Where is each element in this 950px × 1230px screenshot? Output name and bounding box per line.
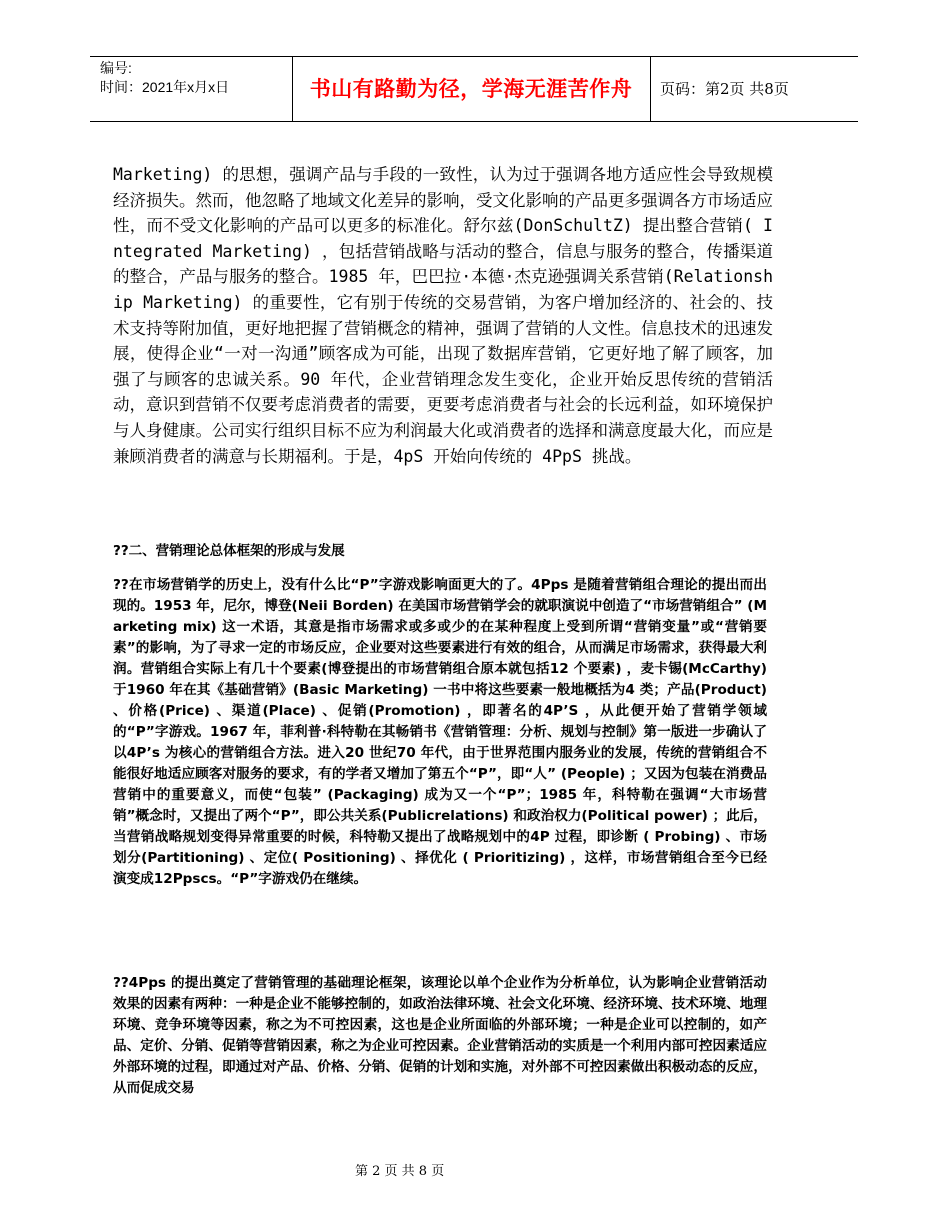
header-page-info: 页码：第2页 共8页 [660, 80, 789, 98]
body-paragraph-2: ??在市场营销学的历史上，没有什么比“P”字游戏影响面更大的了。4Pps 是随着营销组合理论的提出而出现的。1953 年，尼尔，博登(Neii Borden) 在美国市场营销学会的就职演说中创造了“市场营销组合” (Marketing mix) 这一术语，其意是指市场需求或多或少的在某种程度上受到所谓“营销变量”或“营销要素”的影响，为了寻求一定的市场反应，企业要对这些要素进行有效的组合，从而满足市场需求，获得最大利润。营销组合实际上有几十个要素(博登提出的市场营销组合原本就包括12 个要素) ，麦卡锡(McCarthy) 于1960 年在其《基础营销》(Basic Marketing) 一书中将这些要素一般地概括为4 类；产品(Product) 、价格(Price) 、渠道(Place) 、促销(Promotion) ，即著名的4P’S ，从此便开始了营销学领域的“P”字游戏。1967 年，菲利普·科特勒在其畅销书《营销管理：分析、规划与控制》第一版进一步确认了以4P’s 为核心的营销组合方法。进入20 世纪70 年代，由于世界范围内服务业的发展，传统的营销组合不能很好地适应顾客对服务的要求，有的学者又增加了第五个“P”，即“人” (People) ；又因为包装在消费品营销中的重要意义，而使“包装” (Packaging) 成为又一个“P”；1985 年，科特勒在强调“大市场营销”概念时，又提出了两个“P”，即公共关系(Publicrelations) 和政治权力(Political power) ；此后，当营销战略规划变得异常重要的时候，科特勒又提出了战略规划中的4P 过程，即诊断 ( Probing) 、市场划分(Partitioning) 、定位( Positioning) 、择优化 ( Prioritizing) ，这样，市场营销组合至今已经演变成12Ppscs。“P”字游戏仍在继续。 [113, 577, 767, 887]
body-paragraph-1: Marketing) 的思想，强调产品与手段的一致性，认为过于强调各地方适应性会导致规模经济损失。然而，他忽略了地域文化差异的影响，受文化影响的产品更多强调各方市场适应性，而不受文化影响的产品可以更多的标准化。舒尔兹(DonSchultZ) 提出整合营销( Integrated Marketing) ，包括营销战略与活动的整合，信息与服务的整合，传播渠道的整合，产品与服务的整合。1985 年，巴巴拉·本德·杰克逊强调关系营销(Relationship Marketing) 的重要性，它有别于传统的交易营销，为客户增加经济的、社会的、技术支持等附加值，更好地把握了营销概念的精神，强调了营销的人文性。信息技术的迅速发展，使得企业“一对一沟通”顾客成为可能，出现了数据库营销，它更好地了解了顾客，加强了与顾客的忠诚关系。90 年代，企业营销理念发生变化，企业开始反思传统的营销活动，意识到营销不仅要考虑消费者的需要，更要考虑消费者与社会的长远利益，如环境保护与人身健康。公司实行组织目标不应为利润最大化或消费者的选择和满意度最大化，而应是兼顾消费者的满意与长期福利。于是，4pS 开始向传统的 4PpS 挑战。 [113, 165, 773, 466]
time-label: 时间：2021年x月x日 [100, 79, 230, 95]
serial-label: 编号: [100, 60, 132, 76]
header-table [90, 56, 858, 122]
header-meta [100, 59, 285, 97]
body-paragraph-3: ??4Pps 的提出奠定了营销管理的基础理论框架，该理论以单个企业作为分析单位，认为影响企业营销活动效果的因素有两种：一种是企业不能够控制的，如政治法律环境、社会文化环境、经济环境、技术环境、地理环境、竞争环境等因素，称之为不可控因素，这也是企业所面临的外部环境；一种是企业可以控制的，如产品、定价、分销、促销等营销因素，称之为企业可控因素。企业营销活动的实质是一个利用内部可控因素适应外部环境的过程，即通过对产品、价格、分销、促销的计划和实施，对外部不可控因素做出积极动态的反应，从而促成交易 [113, 975, 767, 1096]
section-heading: ??二、营销理论总体框架的形成与发展 [113, 543, 345, 559]
header-motto: 书山有路勤为径，学海无涯苦作舟 [309, 77, 633, 101]
page-footer: 第 2 页 共 8 页 [355, 1164, 445, 1179]
header-divider [650, 57, 651, 121]
